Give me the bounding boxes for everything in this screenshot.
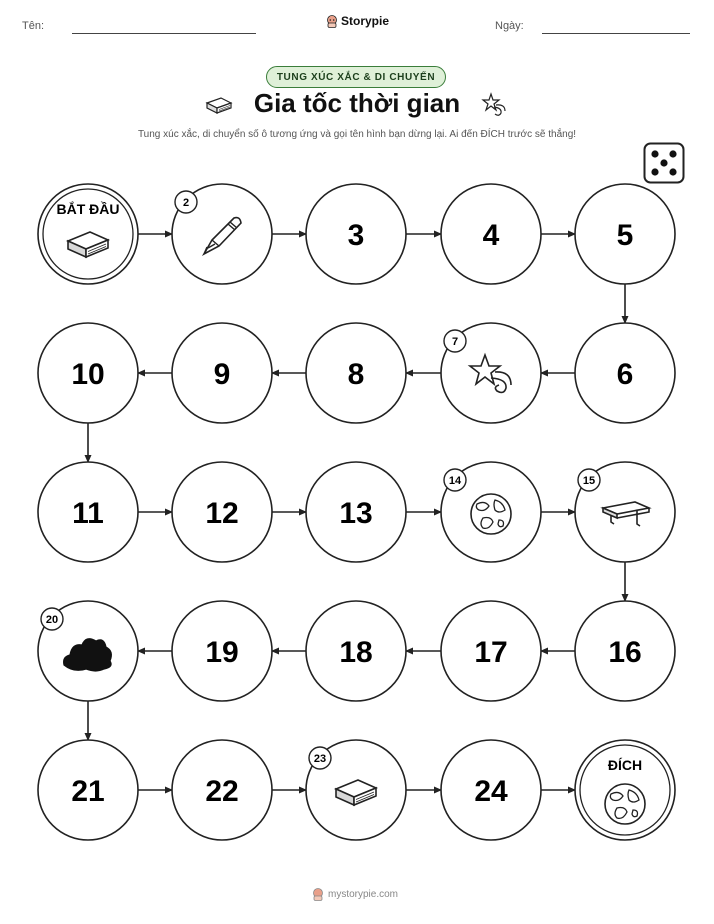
space-number: 4 — [482, 219, 500, 252]
space-number: 11 — [72, 497, 104, 530]
name-label: Tên: — [22, 20, 45, 32]
board-space-5 — [575, 184, 675, 284]
board-space-14 — [441, 462, 541, 562]
space-number: 20 — [45, 614, 59, 626]
board-space-12 — [172, 462, 272, 562]
footer — [312, 888, 398, 901]
board-space-15 — [575, 462, 675, 562]
footer-url: mystorypie.com — [328, 889, 399, 900]
storypie-mascot-icon — [312, 888, 324, 901]
space-number: 3 — [347, 219, 365, 252]
board-space-23 — [306, 740, 406, 840]
board-space-10 — [38, 323, 138, 423]
board-space-17 — [441, 601, 541, 701]
board-space-20 — [38, 601, 138, 701]
board-space-6 — [575, 323, 675, 423]
board-space-13 — [306, 462, 406, 562]
space-number: 10 — [71, 358, 105, 391]
space-number: 18 — [339, 636, 373, 669]
board-space-11 — [38, 462, 138, 562]
finish-label: ĐÍCH — [607, 757, 643, 773]
board-space-16 — [575, 601, 675, 701]
board-space-25 — [575, 740, 675, 840]
brand-name: Storypie — [341, 14, 390, 28]
space-number: 14 — [448, 475, 462, 487]
space-number: 6 — [616, 358, 634, 391]
board-space-18 — [306, 601, 406, 701]
space-number: 17 — [474, 636, 508, 669]
space-number: 12 — [205, 497, 239, 530]
space-number: 16 — [608, 636, 642, 669]
space-number: 15 — [582, 475, 596, 487]
space-number: 7 — [451, 336, 459, 348]
globe-icon — [605, 784, 645, 824]
space-number: 19 — [205, 636, 239, 669]
space-number: 21 — [71, 775, 105, 808]
date-label: Ngày: — [495, 20, 524, 32]
game-type-badge: TUNG XÚC XẮC & DI CHUYỂN — [266, 66, 446, 88]
space-number: 23 — [313, 753, 327, 765]
board-space-2 — [172, 184, 272, 284]
board-space-8 — [306, 323, 406, 423]
space-number: 5 — [616, 219, 634, 252]
board-space-22 — [172, 740, 272, 840]
board-space-7 — [441, 323, 541, 423]
space-number: 9 — [213, 358, 231, 391]
board-space-4 — [441, 184, 541, 284]
instructions: Tung xúc xắc, di chuyển số ô tương ứng và gọi tên hình bạn dừng lại. Ai đến ĐÍCH trước sẽ thắng! — [137, 129, 577, 140]
page-title: Gia tốc thời gian — [253, 88, 461, 118]
board-space-21 — [38, 740, 138, 840]
board-space-1 — [38, 184, 138, 284]
space-number: 13 — [339, 497, 373, 530]
space-number: 8 — [347, 358, 365, 391]
board-space-3 — [306, 184, 406, 284]
board-space-24 — [441, 740, 541, 840]
space-number: 2 — [182, 197, 190, 209]
globe-icon — [471, 494, 511, 534]
space-number: 24 — [474, 775, 508, 808]
board-space-9 — [172, 323, 272, 423]
start-label: BẮT ĐẦU — [56, 201, 120, 217]
space-number: 22 — [205, 775, 239, 808]
board-space-19 — [172, 601, 272, 701]
